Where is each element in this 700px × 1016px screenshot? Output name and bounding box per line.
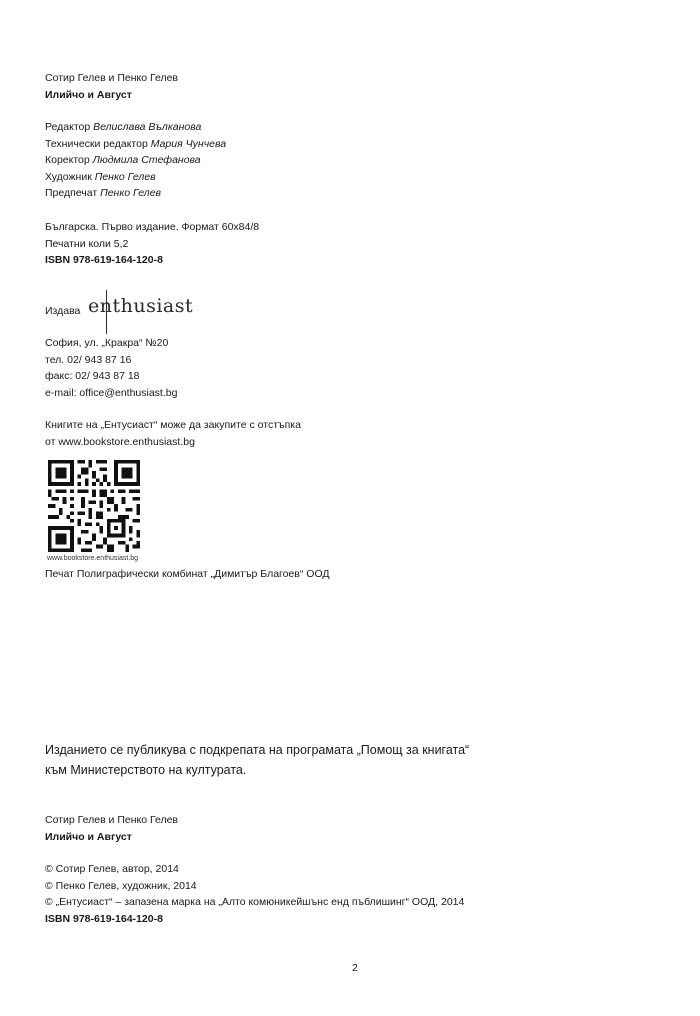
footer-authors: Сотир Гелев и Пенко Гелев xyxy=(45,814,179,826)
copyright-line: © Пенко Гелев, художник, 2014 xyxy=(45,879,197,892)
publisher-label: Издава xyxy=(45,305,81,317)
credit-name: Пенко Гелев xyxy=(94,170,156,183)
bookstore-block xyxy=(45,417,301,450)
edition-sheets: Печатни коли 5,2 xyxy=(45,237,129,250)
authors: Сотир Гелев и Пенко Гелев xyxy=(45,72,179,84)
address: София, ул. „Кракра“ №20 xyxy=(45,337,169,349)
credit-role: Художник xyxy=(45,170,92,183)
support-line2: към Министерството на културата. xyxy=(45,763,247,777)
copyright-line: © „Ентусиаст“ – запазена марка на „Алто комюникейшънс енд пъблишинг“ ООД, 2014 xyxy=(45,896,465,908)
printing-line: Печат Полиграфически комбинат „Димитър Благоев“ ООД xyxy=(45,568,330,580)
footer-header xyxy=(45,812,178,845)
credit-role: Предпечат xyxy=(45,187,98,199)
phone: тел. 02/ 943 87 16 xyxy=(45,353,132,366)
bookstore-link[interactable]: от www.bookstore.enthusiast.bg xyxy=(45,435,195,448)
support-block xyxy=(45,740,469,780)
edition-block xyxy=(45,219,259,269)
credit-name: Людмила Стефанова xyxy=(92,154,201,166)
credit-editor xyxy=(45,119,226,136)
credit-name: Мария Чунчева xyxy=(150,137,227,150)
credit-tech-editor xyxy=(45,136,226,153)
book-title: Илийчо и Август xyxy=(45,88,132,101)
credits-block xyxy=(45,119,226,202)
address-block xyxy=(45,335,177,401)
copyright-line: © Сотир Гелев, автор, 2014 xyxy=(45,863,179,875)
bookstore-line1: Книгите на „Ентусиаст“ може да закупите с отстъпка xyxy=(45,419,301,431)
logo-text: enthusiast xyxy=(88,295,194,317)
credit-name: Велислава Вълканова xyxy=(93,121,202,133)
fax: факс: 02/ 943 87 18 xyxy=(45,370,140,382)
footer-title: Илийчо и Август xyxy=(45,830,132,843)
edition-format: Българска. Първо издание. Формат 60x84/8 xyxy=(45,221,260,233)
credit-role: Технически редактор xyxy=(45,137,148,150)
support-line1: Изданието се публикува с подкрепата на програмата „Помощ за книгата“ xyxy=(45,743,470,757)
page-number: 2 xyxy=(352,962,358,974)
credit-role: Коректор xyxy=(45,154,90,166)
isbn: ISBN 978-619-164-120-8 xyxy=(45,254,163,266)
publisher-block xyxy=(45,290,245,338)
footer-isbn: ISBN 978-619-164-120-8 xyxy=(45,912,163,925)
credit-role: Редактор xyxy=(45,121,91,133)
credit-name: Пенко Гелев xyxy=(100,187,162,199)
qr-code xyxy=(48,460,140,552)
email: e-mail: office@enthusiast.bg xyxy=(45,386,178,399)
qr-caption: www.bookstore.enthusiast.bg xyxy=(47,555,139,562)
credit-proofreader xyxy=(45,152,226,169)
credit-illustrator xyxy=(45,169,226,186)
copyright-block xyxy=(45,861,464,927)
credit-prepress xyxy=(45,185,226,202)
header-block xyxy=(45,70,178,103)
